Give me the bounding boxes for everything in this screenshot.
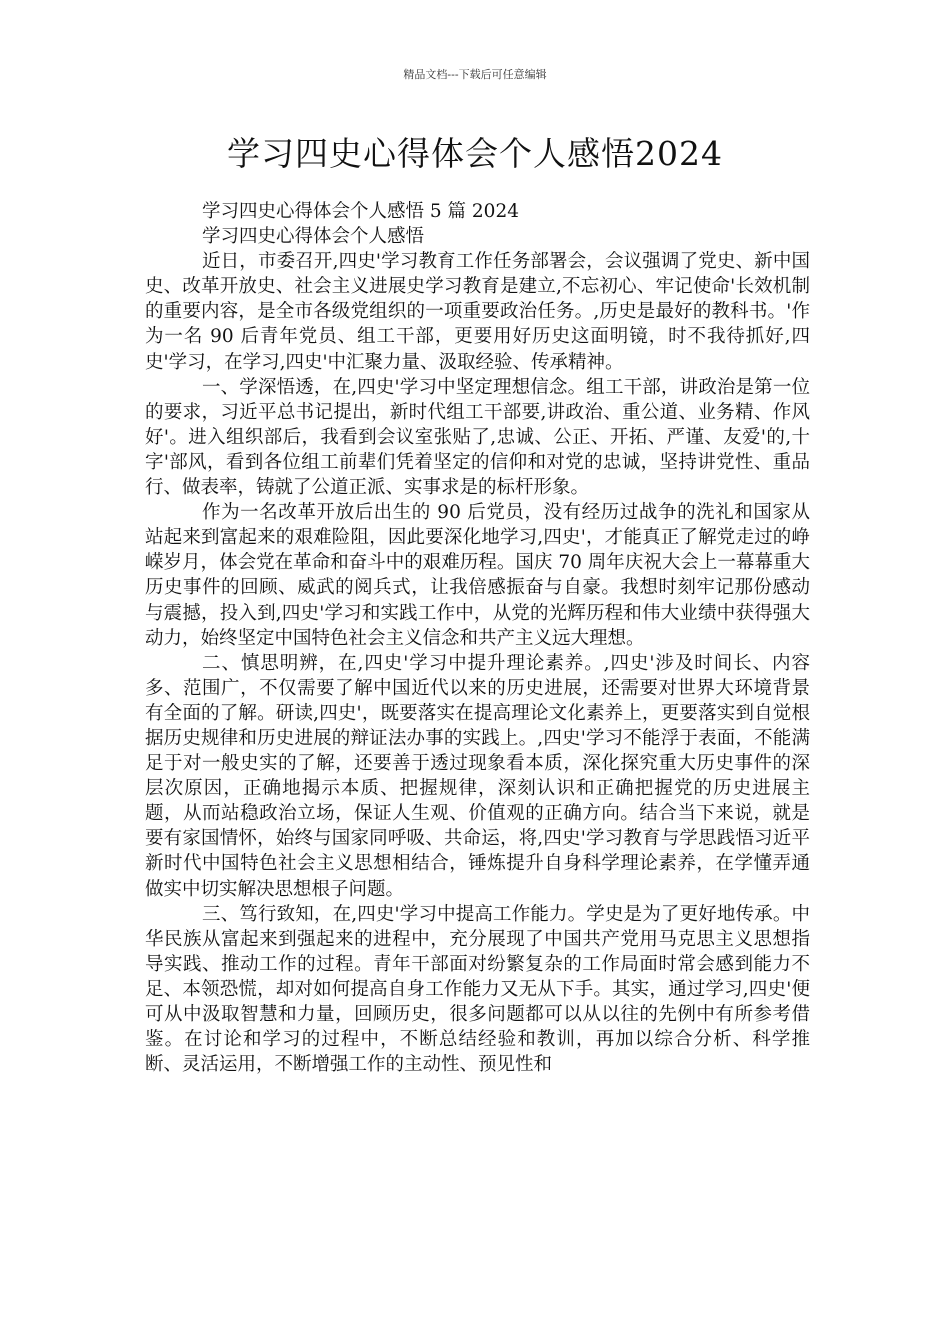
paragraph: 近日，市委召开,四史'学习教育工作任务部署会，会议强调了党史、新中国史、改革开放史、社会主义进展史学习教育是建立,不忘初心、牢记使命'长效机制的重要内容，是全市各级党组织的一项重要政治任务。,历史是最好的教科书。'作为一名 90 后青年党员、组工干部，更要用好历史这面明镜，时不我待抓好,四史'学习，在学习,四史'中汇聚力量、汲取经验、传承精神。 <box>145 251 810 373</box>
document-body <box>145 199 810 1077</box>
section-heading: 学习四史心得体会个人感悟 <box>202 226 425 248</box>
document-title: 学习四史心得体会个人感悟2024 <box>227 134 723 173</box>
header-note: 精品文档---下载后可任意编辑 <box>403 68 547 81</box>
paragraph: 三、笃行致知，在,四史'学习中提高工作能力。学史是为了更好地传承。中华民族从富起来到强起来的进程中，充分展现了中国共产党用马克思主义思想指导实践、推动工作的过程。青年干部面对纷繁复杂的工作局面时常会感到能力不足、本领恐慌，却对如何提高自身工作能力又无从下手。其实，通过学习,四史'便可从中汲取智慧和力量，回顾历史，很多问题都可以从以往的先例中有所参考借鉴。在讨论和学习的过程中，不断总结经验和教训，再加以综合分析、科学推断、灵活运用，不断增强工作的主动性、预见性和 <box>145 903 810 1076</box>
subtitle-line: 学习四史心得体会个人感悟 5 篇 2024 <box>202 201 519 222</box>
paragraph: 二、慎思明辨，在,四史'学习中提升理论素养。,四史'涉及时间长、内容多、范围广，不仅需要了解中国近代以来的历史进展，还需要对世界大环境背景有全面的了解。研读,四史'，既要落实在提高理论文化素养上，更要落实到自觉根据历史规律和历史进展的辩证法办事的实践上。,四史'学习不能浮于表面，不能满足于对一般史实的了解，还要善于透过现象看本质，深化探究重大历史事件的深层次原因，正确地揭示本质、把握规律，深刻认识和正确把握党的历史进展主题，从而站稳政治立场，保证人生观、价值观的正确方向。结合当下来说，就是要有家国情怀，始终与国家同呼吸、共命运，将,四史'学习教育与学思践悟习近平新时代中国特色社会主义思想相结合，锤炼提升自身科学理论素养，在学懂弄通做实中切实解决思想根子问题。 <box>145 652 810 900</box>
paragraph: 作为一名改革开放后出生的 90 后党员，没有经历过战争的洗礼和国家从站起来到富起来的艰难险阻，因此要深化地学习,四史'，才能真正了解党走过的峥嵘岁月，体会党在革命和奋斗中的艰难历程。国庆 70 周年庆祝大会上一幕幕重大历史事件的回顾、威武的阅兵式，让我倍感振奋与自豪。我想时刻牢记那份感动与震撼，投入到,四史'学习和实践工作中，从党的光辉历程和伟大业绩中获得强大动力，始终坚定中国特色社会主义信念和共产主义远大理想。 <box>145 502 810 649</box>
paragraph: 一、学深悟透，在,四史'学习中坚定理想信念。组工干部，讲政治是第一位的要求，习近平总书记提出，新时代组工干部要,讲政治、重公道、业务精、作风好'。进入组织部后，我看到会议室张贴了,忠诚、公正、开拓、严谨、友爱'的,十字'部风，看到各位组工前辈们凭着坚定的信仰和对党的忠诚，坚持讲党性、重品行、做表率，铸就了公道正派、实事求是的标杆形象。 <box>145 376 810 499</box>
